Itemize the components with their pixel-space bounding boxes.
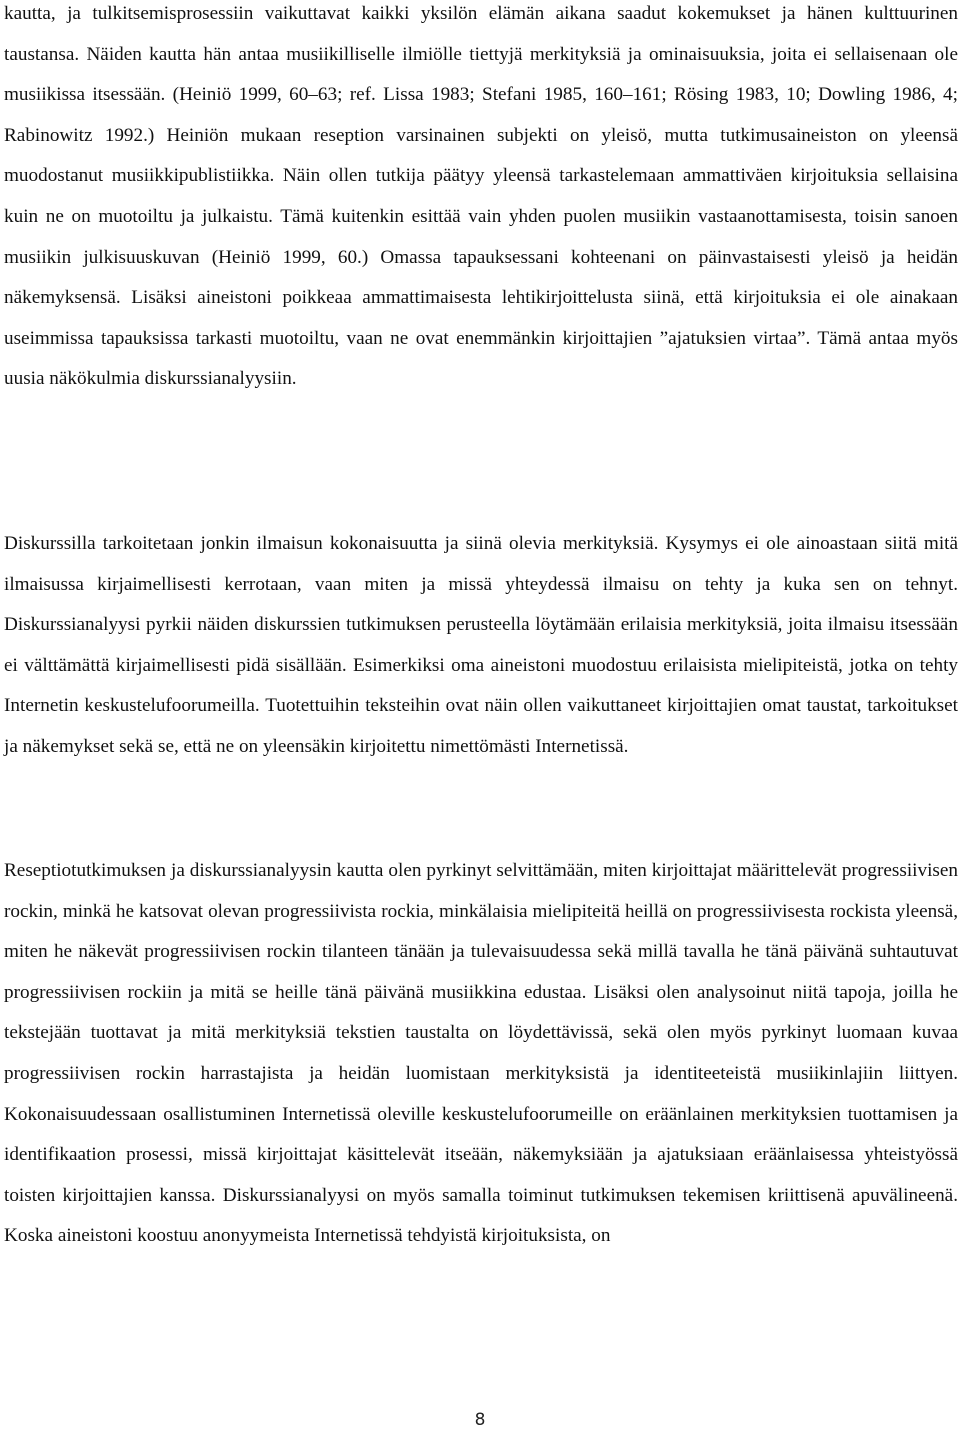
body-paragraph-2: Diskurssilla tarkoitetaan jonkin ilmaisun kokonaisuutta ja siinä olevia merkityksiä. Kysymys ei ole ainoastaan siitä mitä ilmaisussa kirjaimellisesti kerrotaan, vaan miten ja missä yhteydessä ilmaisu on tehty ja kuka sen on tehnyt. Diskurssianalyysi pyrkii näiden diskurssien tutkimuksen perusteella löytämään erilaisia merkityksiä, joita ilmaisu itsessään ei välttämättä kirjaimellisesti pidä sisällään. Esimerkiksi oma aineistoni muodostuu erilaisista mielipiteistä, jotka on tehty Internetin keskustelufoorumeilla. Tuotettuihin teksteihin ovat näin ollen vaikuttaneet kirjoittajien omat taustat, tarkoitukset ja näkemykset sekä se, että ne on yleensäkin kirjoitettu nimettömästi Internetissä. [4, 533, 958, 757]
page-number: 8 [474, 1410, 486, 1430]
body-paragraph-3: Reseptiotutkimuksen ja diskurssianalyysin kautta olen pyrkinyt selvittämään, miten kirjoittajat määrittelevät progressiivisen rockin, minkä he katsovat olevan progressiivista rockia, minkälaisia mielipiteitä heillä on progressiivisesta rockista yleensä, miten he näkevät progressiivisen rockin tilanteen tänään ja tulevaisuudessa sekä millä tavalla he tänä päivänä suhtautuvat progressiivisen rockiin ja mitä se heille tänä päivänä musiikkina edustaa. Lisäksi olen analysoinut niitä tapoja, joilla he tekstejään tuottavat ja mitä merkityksiä tekstien taustalta on löydettävissä, sekä olen myös pyrkinyt luomaan kuvaa progressiivisen rockin harrastajista ja heidän luomistaan merkityksistä ja identiteeteistä musiikinlajiin liittyen. Kokonaisuudessaan osallistuminen Internetissä oleville keskustelufoorumeille on eräänlainen merkityksien tuottamisen ja identifikaation prosessi, missä kirjoittajat käsittelevät itseään, näkemyksiään ja ajatuksiaan eräänlaisessa yhteistyössä toisten kirjoittajien kanssa. Diskurssianalyysi on myös samalla toiminut tutkimuksen tekemisen kriittisenä apuvälineenä. Koska aineistoni koostuu anonyymeista Internetissä tehdyistä kirjoituksista, on [4, 860, 958, 1247]
body-paragraph-1: kautta, ja tulkitsemisprosessiin vaikuttavat kaikki yksilön elämän aikana saadut kokemukset ja hänen kulttuurinen taustansa. Näiden kautta hän antaa musiikilliselle ilmiölle tiettyjä merkityksiä ja ominaisuuksia, joita ei sellaisenaan ole musiikissa itsessään. (Heiniö 1999, 60–63; ref. Lissa 1983; Stefani 1985, 160–161; Rösing 1983, 10; Dowling 1986, 4; Rabinowitz 1992.) Heiniön mukaan reseption varsinainen subjekti on yleisö, mutta tutkimusaineiston on yleensä muodostanut musiikkipublistiikka. Näin ollen tutkija päätyy yleensä tarkastelemaan ammattiväen kirjoituksia sellaisina kuin ne on muotoiltu ja julkaistu. Tämä kuitenkin esittää vain yhden puolen musiikin vastaanottamisesta, toisin sanoen musiikin julkisuuskuvan (Heiniö 1999, 60.) Omassa tapauksessani kohteenani on päinvastaisesti yleisö ja heidän näkemyksensä. Lisäksi aineistoni poikkeaa ammattimaisesta lehtikirjoittelusta siinä, että kirjoituksia ei ole ainakaan useimmissa tapauksissa tarkasti muotoiltu, vaan ne ovat enemmänkin kirjoittajien ”ajatuksien virtaa”. Tämä antaa myös uusia näkökulmia diskurssianalyysiin. [4, 3, 958, 390]
